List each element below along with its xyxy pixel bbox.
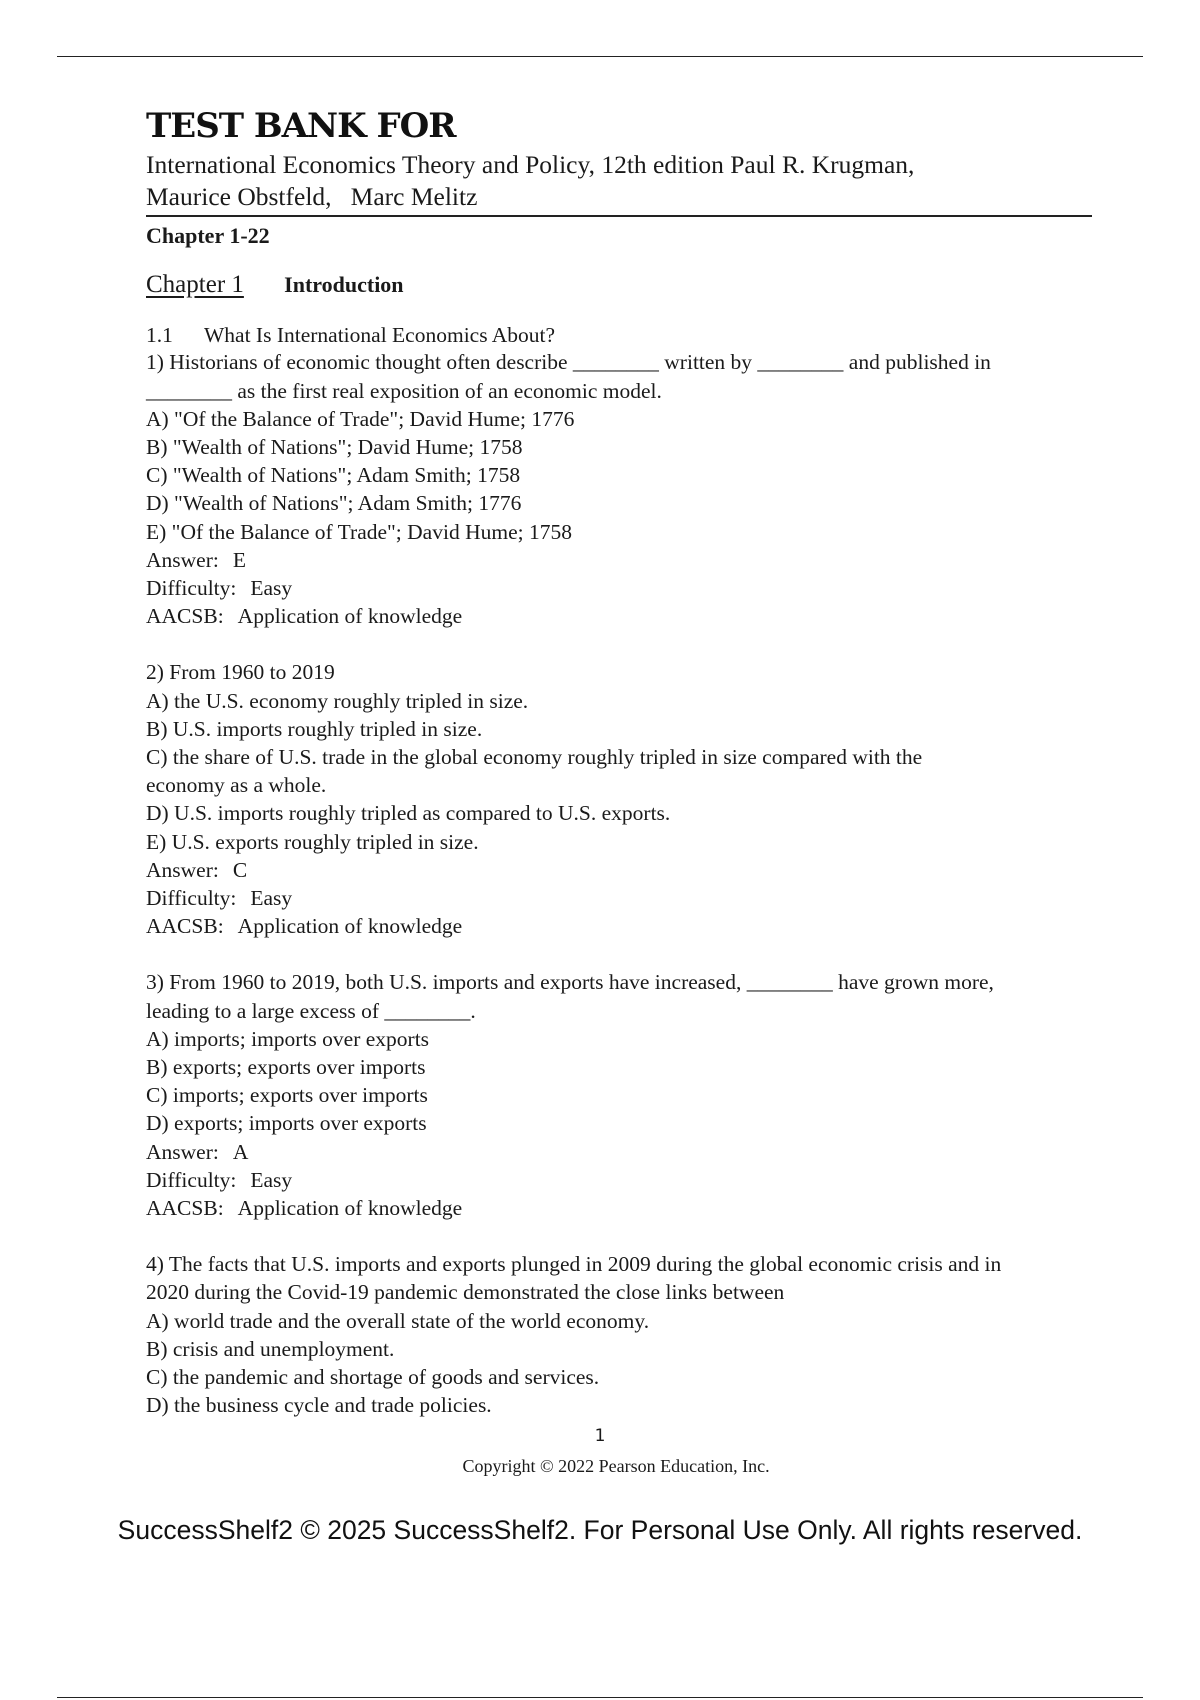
answer-option: D) exports; imports over exports — [146, 1111, 427, 1136]
chapter-heading — [146, 271, 1092, 299]
difficulty-value: Easy — [250, 1167, 293, 1192]
answer-line — [146, 856, 1092, 884]
difficulty-line — [146, 1166, 1092, 1194]
subtitle-line: International Economics Theory and Policy, 12th edition Paul R. Krugman, — [146, 150, 915, 180]
answer-option: economy as a whole. — [146, 773, 327, 798]
answer-label: Answer: — [146, 547, 219, 572]
answer-option: A) "Of the Balance of Trade"; David Hume; 1776 — [146, 406, 575, 431]
difficulty-label: Difficulty: — [146, 886, 237, 911]
answer-line — [146, 1138, 1092, 1166]
question-stem: 2020 during the Covid-19 pandemic demonstrated the close links between — [146, 1280, 785, 1305]
book-subtitle — [146, 149, 1092, 217]
answer-option: D) "Wealth of Nations"; Adam Smith; 1776 — [146, 491, 522, 516]
answer-option: B) exports; exports over imports — [146, 1055, 426, 1080]
bottom-rule — [57, 1697, 1143, 1698]
difficulty-value: Easy — [250, 886, 293, 911]
answer-option: C) the pandemic and shortage of goods and services. — [146, 1365, 600, 1390]
answer-label: Answer: — [146, 857, 219, 882]
difficulty-line — [146, 884, 1092, 912]
aacsb-label: AACSB: — [146, 1196, 224, 1221]
aacsb-line — [146, 912, 1092, 940]
difficulty-line — [146, 574, 1092, 602]
chapter-range: Chapter 1-22 — [146, 223, 270, 249]
chapter-title: Introduction — [284, 272, 404, 298]
aacsb-value: Application of knowledge — [237, 604, 463, 629]
question-block — [146, 968, 1092, 1222]
question-stem: 4) The facts that U.S. imports and exports plunged in 2009 during the global economic crisis and in — [146, 1252, 1002, 1277]
aacsb-value: Application of knowledge — [237, 1196, 463, 1221]
question-block — [146, 348, 1092, 630]
answer-option: A) world trade and the overall state of the world economy. — [146, 1308, 650, 1333]
aacsb-label: AACSB: — [146, 914, 224, 939]
answer-value: A — [232, 1139, 249, 1164]
answer-option: A) imports; imports over exports — [146, 1026, 430, 1051]
answer-option: A) the U.S. economy roughly tripled in size. — [146, 688, 529, 713]
difficulty-label: Difficulty: — [146, 576, 237, 601]
section-title: What Is International Economics About? — [204, 323, 556, 348]
page-number: 1 — [594, 1426, 606, 1446]
document-title: TEST BANK FOR — [146, 106, 456, 146]
answer-option: D) U.S. imports roughly tripled as compared to U.S. exports. — [146, 801, 671, 826]
subtitle-line: Maurice Obstfeld, Marc Melitz — [146, 182, 478, 212]
aacsb-value: Application of knowledge — [237, 914, 463, 939]
answer-option: B) "Wealth of Nations"; David Hume; 1758 — [146, 435, 523, 459]
aacsb-label: AACSB: — [146, 604, 224, 629]
answer-option: D) the business cycle and trade policies. — [146, 1393, 492, 1418]
question-stem: ________ as the first real exposition of an economic model. — [146, 378, 662, 403]
answer-value: C — [232, 857, 248, 882]
answer-label: Answer: — [146, 1139, 219, 1164]
question-block — [146, 658, 1092, 940]
question-stem: 2) From 1960 to 2019 — [146, 660, 335, 685]
document-page — [146, 108, 1092, 1420]
watermark-text: SuccessShelf2 © 2025 SuccessShelf2. For Personal Use Only. All rights reserved. — [117, 1515, 1083, 1545]
answer-option: B) crisis and unemployment. — [146, 1336, 395, 1361]
copyright-notice: Copyright © 2022 Pearson Education, Inc. — [462, 1456, 770, 1476]
section-number: 1.1 — [146, 323, 173, 348]
top-rule — [57, 56, 1143, 57]
difficulty-label: Difficulty: — [146, 1167, 237, 1192]
answer-option: B) U.S. imports roughly tripled in size. — [146, 716, 483, 741]
answer-option: C) "Wealth of Nations"; Adam Smith; 1758 — [146, 463, 521, 488]
answer-value: E — [232, 547, 246, 572]
aacsb-line — [146, 1194, 1092, 1222]
question-stem: 3) From 1960 to 2019, both U.S. imports and exports have increased, ________ have grown more, — [146, 970, 994, 995]
section-heading — [146, 323, 1092, 348]
question-stem: leading to a large excess of ________. — [146, 998, 476, 1023]
answer-option: E) "Of the Balance of Trade"; David Hume; 1758 — [146, 519, 572, 544]
answer-line — [146, 546, 1092, 574]
question-stem: 1) Historians of economic thought often describe ________ written by ________ and published in — [146, 350, 991, 375]
answer-option: E) U.S. exports roughly tripled in size. — [146, 829, 479, 854]
difficulty-value: Easy — [250, 576, 293, 601]
chapter-label: Chapter 1 — [146, 271, 244, 299]
question-block — [146, 1250, 1092, 1419]
answer-option: C) imports; exports over imports — [146, 1083, 428, 1108]
aacsb-line — [146, 602, 1092, 630]
answer-option: C) the share of U.S. trade in the global economy roughly tripled in size compared with the — [146, 745, 923, 770]
